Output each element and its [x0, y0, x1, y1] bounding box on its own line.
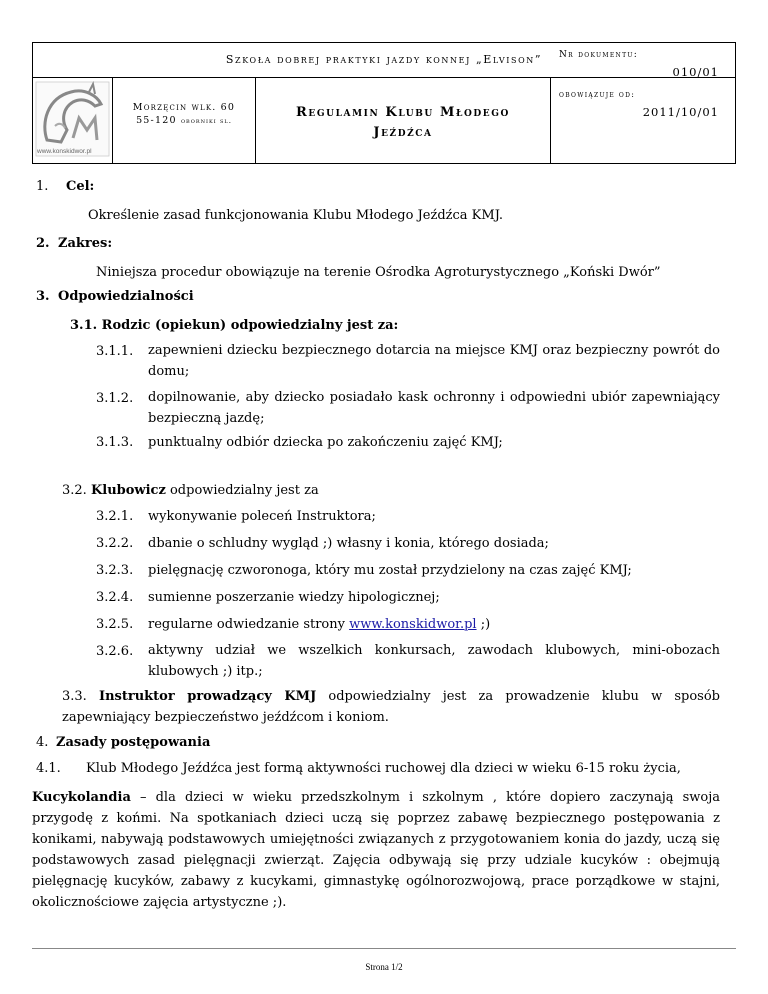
item-number: 3.2.6.	[96, 644, 134, 659]
list-item: aktywny udział we wszelkich konkursach, zawodach klubowych, mini-obozach klubowych ;) itp.;	[148, 643, 720, 679]
item-number: 3.2.3.	[96, 563, 134, 578]
valid-from-label: obowiązuje od:	[559, 90, 636, 99]
document-header	[32, 42, 736, 164]
document-title	[255, 78, 551, 164]
section-3-2	[62, 482, 319, 500]
logo-caption: www.konskidwor.pl	[37, 148, 92, 155]
item-number: 3.2.5.	[96, 617, 134, 632]
link-text-before: regularne odwiedzanie strony	[148, 617, 350, 632]
website-link[interactable]: www.konskidwor.pl	[349, 617, 477, 632]
section-3-2-bold: Klubowicz	[90, 483, 166, 498]
section-3-1-title: 3.1. Rodzic (opiekun) odpowiedzialny jest za:	[70, 318, 399, 333]
address-line1: Morzęcin wlk. 60	[132, 102, 236, 113]
list-item: pielęgnację czworonoga, który mu został przydzielony na czas zajęć KMJ;	[148, 563, 632, 578]
address-line2	[115, 114, 253, 128]
section-3-3	[62, 686, 720, 728]
link-text-after: ;)	[476, 617, 491, 632]
footer-divider	[32, 948, 736, 949]
section-2-title: Zakres:	[58, 236, 113, 251]
section-3-3-rest: odpowiedzialny jest za prowadzenie klubu w sposób zapewniający bezpieczeństwo jeźdźcom i koniom.	[62, 689, 720, 725]
section-2-text: Niniejsza procedur obowiązuje na terenie Ośrodka Agroturystycznego „Koński Dwór”	[96, 265, 661, 280]
section-4-number: 4.	[36, 735, 49, 750]
postal-code: 55-120	[136, 115, 177, 126]
section-3-2-number: 3.2.	[62, 483, 87, 498]
list-item	[148, 616, 490, 634]
kucykolandia-paragraph	[32, 787, 720, 913]
section-3-2-rest: odpowiedzialny jest za	[165, 483, 319, 498]
item-number: 3.2.2.	[96, 536, 134, 551]
valid-from-date: 2011/10/01	[642, 105, 719, 119]
kucykolandia-text: – dla dzieci w wieku przedszkolnym i szkolnym , które dopiero zaczynają swoja przygodę z końmi. Na spotkaniach dzieci uczą się poprzez zabawę bezpiecznego postępowania z konikami, nabywają podstawowych umiejętności związanych z przygotowaniem konia do jazdy, uczą się podstawowych zasad pielęgnacji zwierząt. Zajęcia odbywają się przy udziale kucyków : obejmują pielęgnację kucyków, zabawy z kucykami, gimnastykę ogólnorozwojową, prace porządkowe w stajni, okolicznościowe zajęcia artystyczne ;).	[32, 790, 720, 910]
list-item: dbanie o schludny wygląd ;) własny i konia, którego dosiada;	[148, 536, 549, 551]
section-3-title: Odpowiedzialności	[58, 289, 194, 304]
section-1-number: 1.	[36, 179, 49, 194]
section-4-title: Zasady postępowania	[56, 735, 211, 750]
list-item: wykonywanie poleceń Instruktora;	[148, 509, 376, 524]
item-number: 3.1.2.	[96, 391, 134, 406]
section-4-1-number: 4.1.	[36, 761, 61, 776]
list-item: zapewnieni dziecku bezpiecznego dotarcia na miejsce KMJ oraz bezpieczny powrót do domu;	[148, 343, 720, 379]
section-3-number: 3.	[36, 289, 50, 304]
item-number: 3.1.3.	[96, 435, 134, 450]
town: oborniki sl.	[180, 117, 232, 125]
section-1-title: Cel:	[66, 179, 95, 194]
section-1-text: Określenie zasad funkcjonowania Klubu Młodego Jeźdźca KMJ.	[88, 208, 504, 223]
doc-number-label: Nr dokumentu:	[559, 50, 639, 60]
address	[115, 101, 253, 128]
kucykolandia-bold: Kucykolandia	[32, 790, 131, 805]
page-number: Strona 1/2	[365, 962, 403, 972]
list-item: punktualny odbiór dziecka po zakończeniu zajęć KMJ;	[148, 435, 503, 450]
list-item: sumienne poszerzanie wiedzy hipologicznej;	[148, 590, 440, 605]
list-item: dopilnowanie, aby dziecko posiadało kask ochronny i odpowiedni ubiór zapewniający bezpieczną jazdę;	[148, 390, 720, 426]
title-line2: Jeźdźca	[373, 125, 433, 140]
doc-number: 010/01	[672, 65, 719, 79]
item-number: 3.2.1.	[96, 509, 134, 524]
logo	[33, 78, 113, 164]
section-3-3-bold: Instruktor prowadzący KMJ	[98, 689, 317, 704]
title-line1: Regulamin Klubu Młodego	[295, 105, 510, 120]
section-2-number: 2.	[36, 236, 50, 251]
item-number: 3.2.4.	[96, 590, 134, 605]
section-4-1-text: Klub Młodego Jeźdźca jest formą aktywności ruchowej dla dzieci w wieku 6-15 roku życia,	[86, 761, 681, 776]
school-name: Szkoła dobrej praktyki jazdy konnej „Elvison”	[33, 43, 735, 78]
item-number: 3.1.1.	[96, 344, 134, 359]
section-3-3-number: 3.3.	[62, 689, 87, 704]
